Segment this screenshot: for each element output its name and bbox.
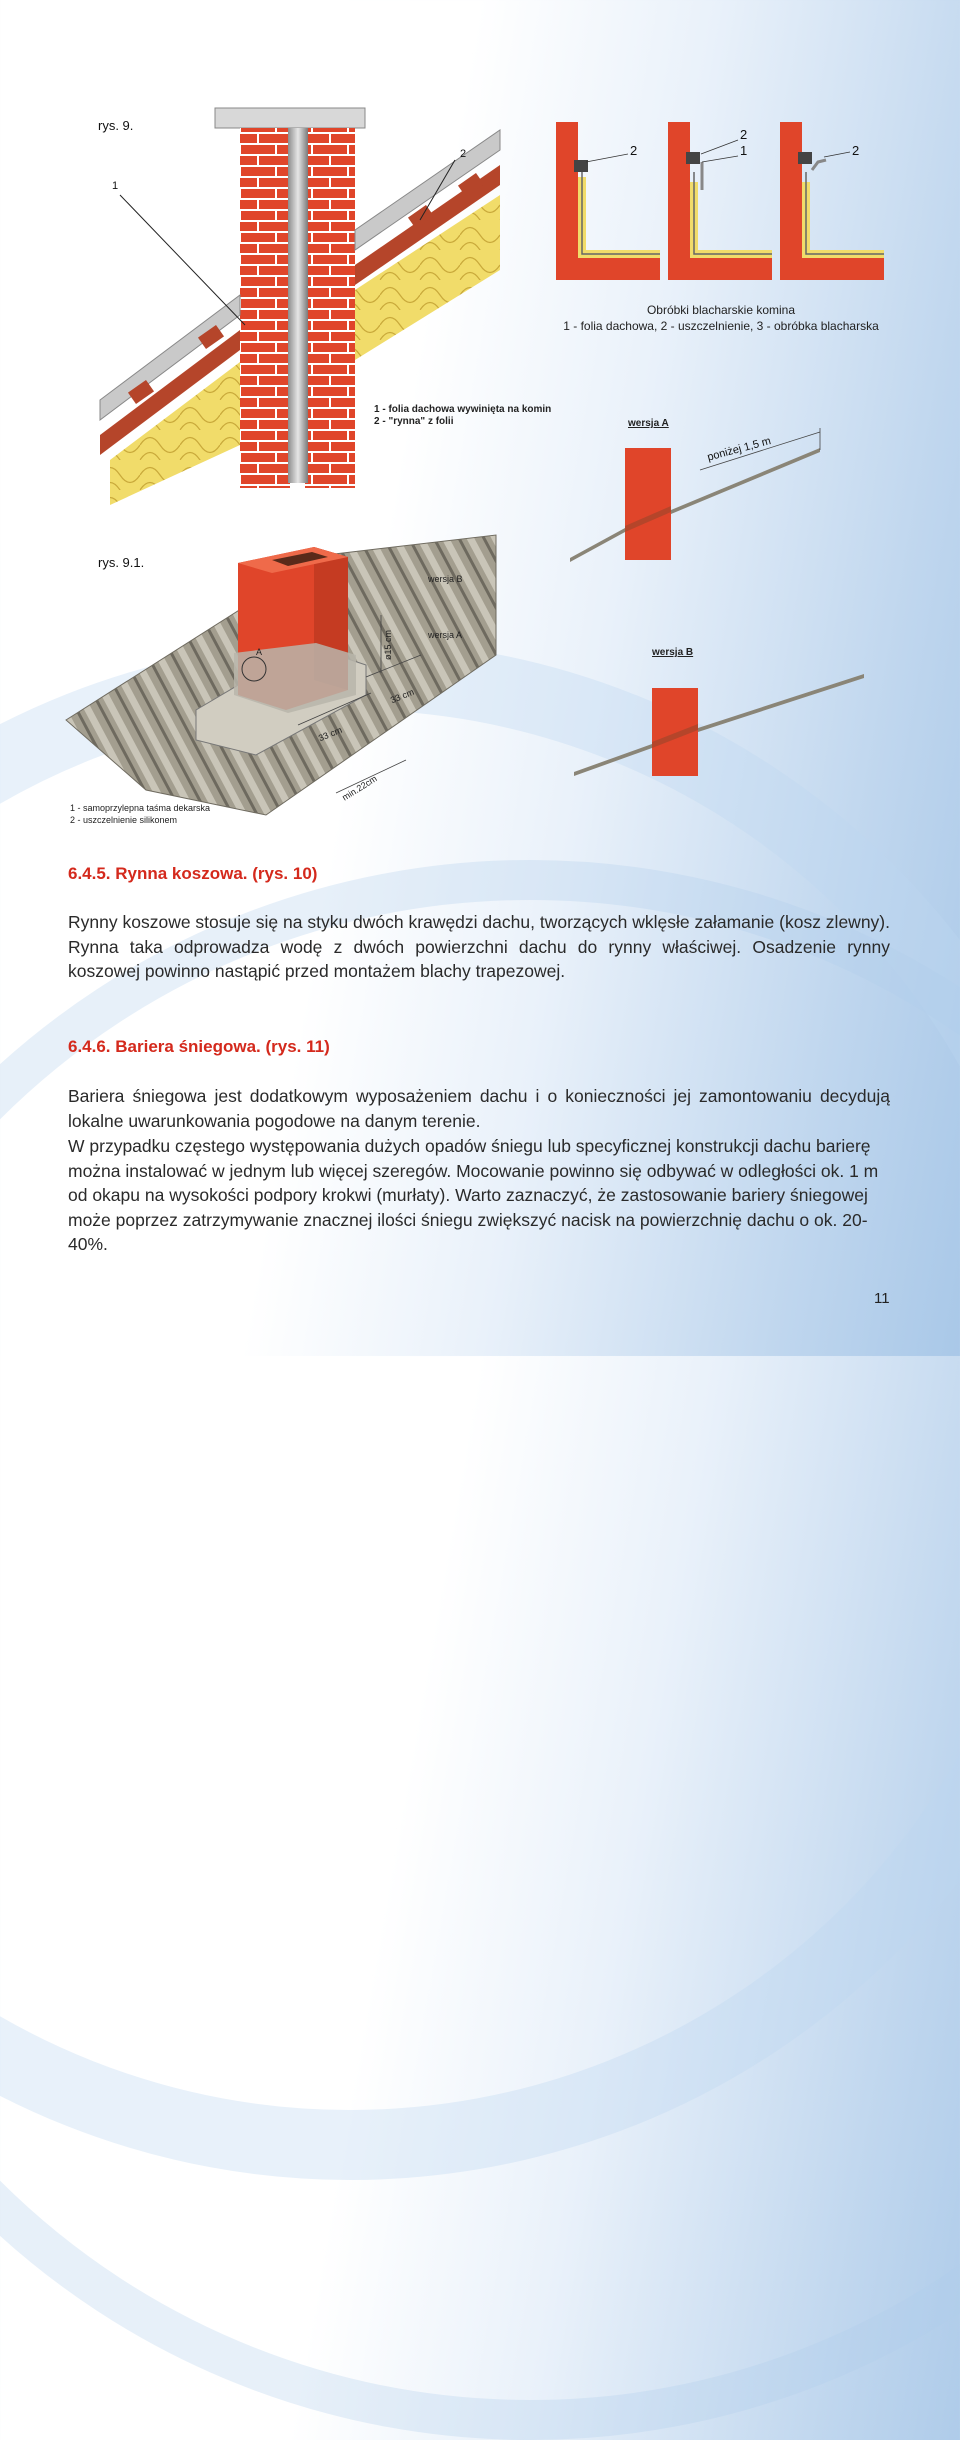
fig2-wersja-b: wersja B [428,574,463,584]
fig2-callout-a: A [256,647,263,657]
section-heading-bariera-sniegowa: 6.4.6. Bariera śniegowa. (rys. 11) [68,1037,330,1056]
flashing-label: 2 [630,143,638,158]
paragraph-rynna-koszowa: Rynny koszowe stosuje się na styku dwóch krawędzi dachu, tworzących wklęsłe załamanie (kosz zlewny). Rynna taka odprowadza wodę z dwóch powierzchni dachu do rynny właściwej. Osadzenie rynny koszowej powinno nastąpić przed montażem blachy trapezowej. [68,912,890,981]
flashing-label: 2 [852,143,860,158]
flashing-caption [556,302,886,334]
flashing-detail-1 [556,122,660,280]
page-number: 11 [874,1290,890,1307]
version-b-label: wersja B [652,647,694,658]
fig1-legend-item-1: 1 - folia dachowa wywinięta na komin [374,404,552,415]
flashing-caption-legend: 1 - folia dachowa, 2 - uszczelnienie, 3 - obróbka blacharska [563,319,879,333]
fig2-dim-33-right: 33 cm [389,686,416,706]
version-a-diagram [570,428,830,563]
fig1-legend-item-2: 2 - "rynna" z folii [374,416,454,427]
below-1-5m-label: poniżej 1,5 m [706,435,773,464]
fig2-dim-33-left: 33 cm [317,724,344,744]
chimney-section-diagram [60,100,540,510]
flashing-detail-2 [668,122,772,280]
version-b-diagram [574,660,864,778]
flashing-details-diagram [556,122,884,282]
paragraph-bariera-1: Bariera śniegowa jest dodatkowym wyposażeniem dachu i o konieczności jej zamontowaniu decydują lokalne uwarunkowania pogodowe na danym terenie. [68,1086,890,1131]
fig2-dim-15: ø15 cm [383,629,393,660]
flashing-label: 2 [740,127,748,142]
callout-1: 1 [112,180,119,192]
flashing-detail-3 [780,122,884,280]
fig2-legend-item-2: 2 - uszczelnienie silikonem [70,815,178,825]
figure-label-rys9: rys. 9. [98,118,134,133]
flashing-caption-title: Obróbki blacharskie komina [646,303,796,317]
callout-2: 2 [460,148,467,160]
fig2-legend [70,802,210,826]
flashing-label: 1 [740,143,748,158]
section-heading-rynna-koszowa: 6.4.5. Rynna koszowa. (rys. 10) [68,864,318,883]
fig1-legend [374,404,551,428]
version-a-label: wersja A [628,418,669,429]
paragraph-bariera-2: W przypadku częstego występowania dużych opadów śniegu lub specyficznej konstrukcji dachu barierę można instalować w jednym lub więcej szeregów. Mocowanie powinno się odbywać w odległości ok. 1 m od okapu na wysokości podpory krokwi (murłaty). Warto zaznaczyć, że zastosowanie bariery śniegowej może poprzez zatrzymywanie znacznej ilości śniegu zwiększyć nacisk na powierzchnię dachu o ok. 20-40%. [68,1136,879,1254]
fig2-dim-22: min.22cm [340,773,379,803]
figure-label-rys9-1: rys. 9.1. [98,555,145,570]
fig2-wersja-a: wersja A [428,630,463,640]
fig2-legend-item-1: 1 - samoprzylepna taśma dekarska [70,803,211,813]
